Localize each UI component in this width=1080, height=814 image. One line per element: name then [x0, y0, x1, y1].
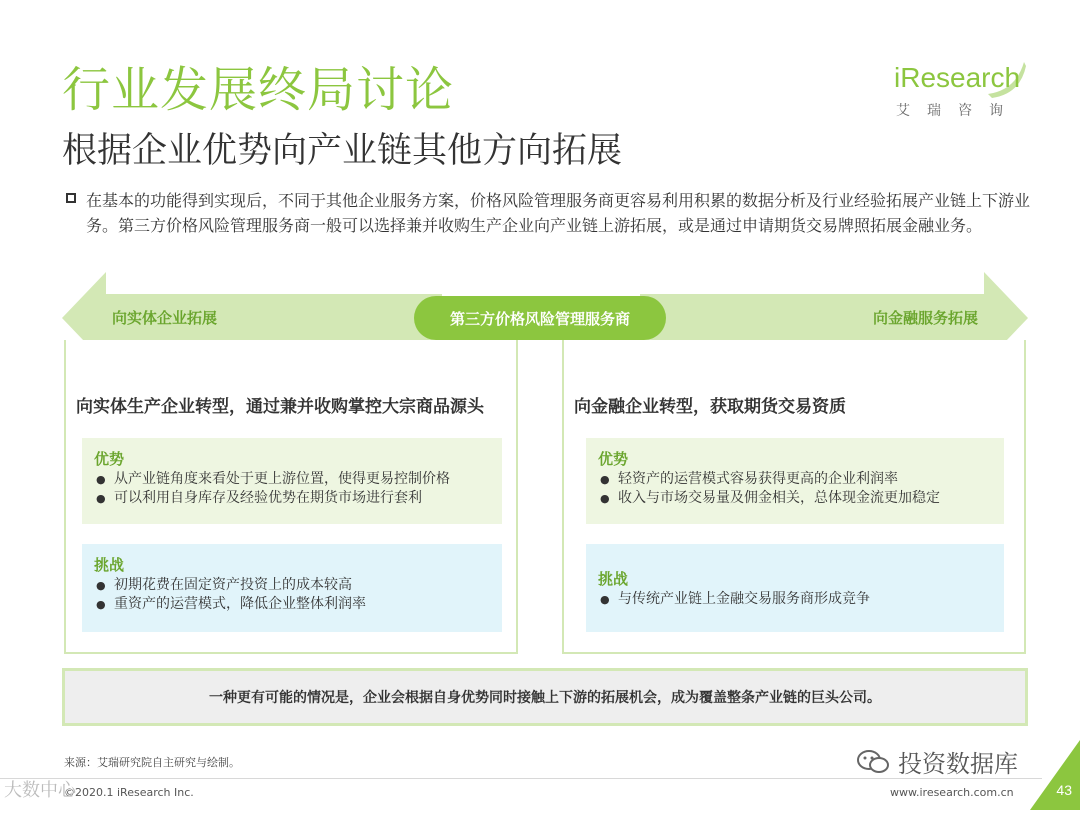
intro-paragraph	[66, 188, 1034, 238]
panel-entity-transformation	[64, 340, 518, 654]
watermark-left: 大数中心	[4, 780, 76, 801]
source-note: 来源：艾瑞研究院自主研究与绘制。	[64, 756, 240, 769]
logo-subtitle: 艾瑞咨询	[896, 103, 1020, 119]
conclusion-box: 一种更有可能的情况是，企业会根据自身优势同时接触上下游的拓展机会，成为覆盖整条产业链的巨头公司。	[62, 668, 1028, 726]
arrow-right-label: 向金融服务拓展	[872, 309, 978, 327]
list-item: ● 可以利用自身库存及经验优势在期货市场进行套利	[94, 489, 490, 508]
list-item: ● 从产业链角度来看处于更上游位置，使得更易控制价格	[94, 470, 490, 489]
arrow-left-label: 向实体企业拓展	[112, 309, 218, 327]
panel-finance-transformation	[562, 340, 1026, 654]
watermark-right-text: 投资数据库	[898, 750, 1018, 778]
watermark-right	[856, 744, 1018, 779]
left-challenges-title: 挑战	[94, 556, 125, 574]
left-advantages-title: 优势	[94, 450, 125, 468]
panel-left-heading: 向实体生产企业转型，通过兼并收购掌控大宗商品源头	[76, 397, 484, 417]
list-item: ● 收入与市场交易量及佣金相关，总体现金流更加稳定	[598, 489, 992, 508]
list-item: ● 初期花费在固定资产投资上的成本较高	[94, 576, 490, 595]
list-item: ● 重资产的运营模式，降低企业整体利润率	[94, 595, 490, 614]
center-provider-pill: 第三方价格风险管理服务商	[414, 296, 666, 340]
copyright-text: ©2020.1 iResearch Inc.	[64, 786, 194, 799]
page-subtitle: 根据企业优势向产业链其他方向拓展	[62, 131, 623, 171]
logo-wordmark: iResearch	[894, 62, 1021, 93]
right-advantages-title: 优势	[598, 450, 629, 468]
page-number-badge	[1030, 740, 1080, 810]
intro-text: 在基本的功能得到实现后，不同于其他企业服务方案，价格风险管理服务商更容易利用积累的数据分析及行业经验拓展产业链上下游业务。第三方价格风险管理服务商一般可以选择兼并收购生产企业向产业链上游拓展，或是通过申请期货交易牌照拓展金融业务。	[86, 191, 1031, 235]
square-bullet-icon	[66, 193, 76, 203]
right-advantages-box	[586, 438, 1004, 524]
right-challenges-box	[586, 544, 1004, 632]
list-item: ● 轻资产的运营模式容易获得更高的企业利润率	[598, 470, 992, 489]
website-text: www.iresearch.com.cn	[890, 786, 1014, 799]
right-challenges-title: 挑战	[598, 570, 629, 588]
page-number: 43	[1056, 782, 1072, 798]
corner-triangle-icon	[1030, 740, 1080, 810]
wechat-icon	[856, 749, 890, 775]
list-item: ● 与传统产业链上金融交易服务商形成竞争	[598, 590, 992, 609]
page-title: 行业发展终局讨论	[62, 62, 455, 118]
iresearch-logo	[888, 58, 1028, 128]
left-advantages-box	[82, 438, 502, 524]
panel-right-heading: 向金融企业转型，获取期货交易资质	[574, 397, 846, 417]
left-challenges-box	[82, 544, 502, 632]
